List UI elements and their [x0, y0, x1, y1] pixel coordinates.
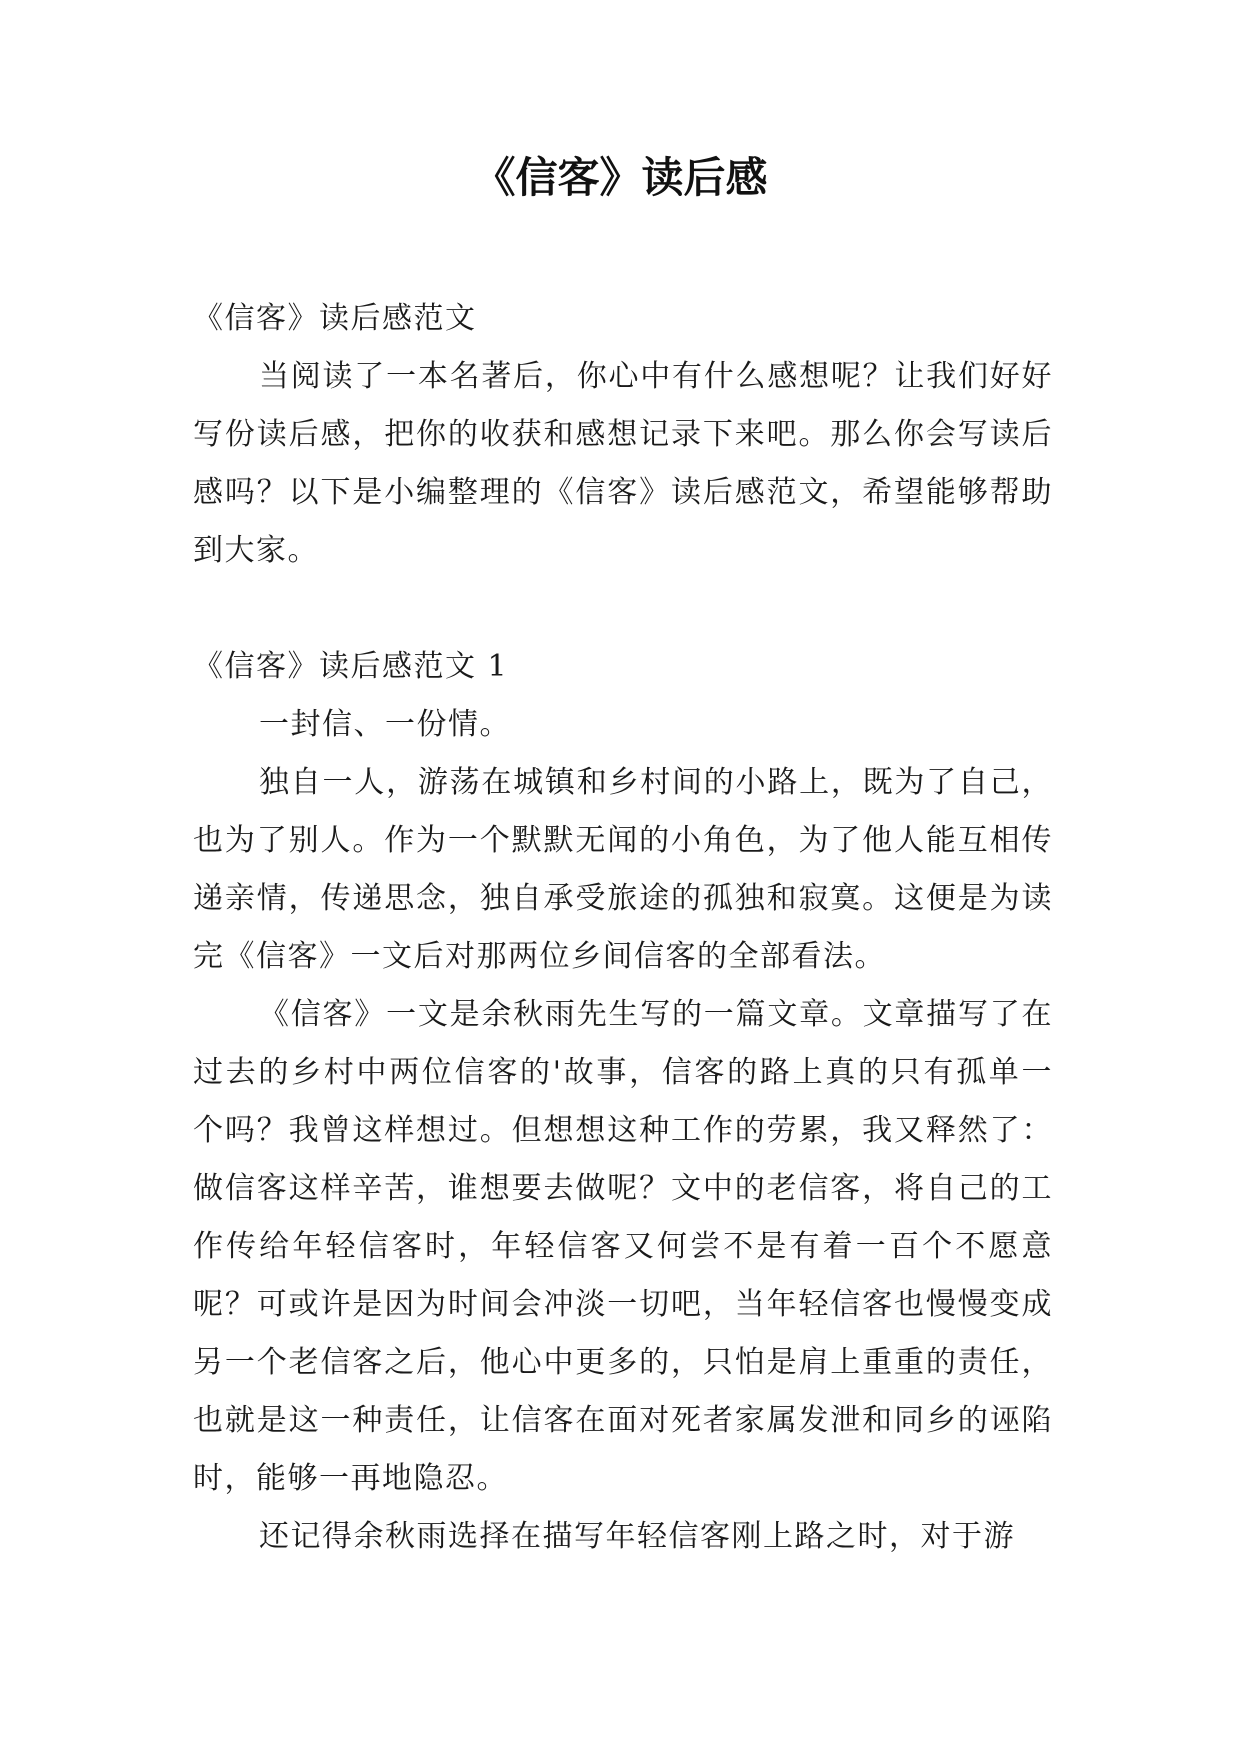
section-heading: 《信客》读后感范文 1 — [193, 649, 509, 684]
body-paragraph: 一封信、一份情。 — [259, 707, 511, 742]
body-paragraph: 还记得余秋雨选择在描写年轻信客刚上路之时，对于游 — [259, 1519, 1015, 1554]
document-title: 《信客》读后感 — [473, 153, 768, 202]
body-paragraph: 《信客》一文是余秋雨先生写的一篇文章。文章描写了在过去的乡村中两位信客的'故事，信客的路上真的只有孤单一个吗？我曾这样想过。但想想这种工作的劳累，我又释然了：做信客这样辛苦，谁想要去做呢？文中的老信客，将自己的工作传给年轻信客时，年轻信客又何尝不是有着一百个不愿意呢？可或许是因为时间会冲淡一切吧，当年轻信客也慢慢变成另一个老信客之后，他心中更多的，只怕是肩上重重的责任，也就是这一种责任，让信客在面对死者家属发泄和同乡的诬陷时，能够一再地隐忍。 — [193, 997, 1053, 1496]
intro-heading: 《信客》读后感范文 — [193, 301, 477, 336]
document-body — [193, 290, 1053, 1566]
section-spacer — [193, 580, 1053, 638]
intro-paragraph: 当阅读了一本名著后，你心中有什么感想呢？让我们好好写份读后感，把你的收获和感想记录下来吧。那么你会写读后感吗？以下是小编整理的《信客》读后感范文，希望能够帮助到大家。 — [193, 359, 1053, 568]
body-paragraph: 独自一人，游荡在城镇和乡村间的小路上，既为了自己，也为了别人。作为一个默默无闻的小角色，为了他人能互相传递亲情，传递思念，独自承受旅途的孤独和寂寞。这便是为读完《信客》一文后对那两位乡间信客的全部看法。 — [193, 765, 1053, 974]
